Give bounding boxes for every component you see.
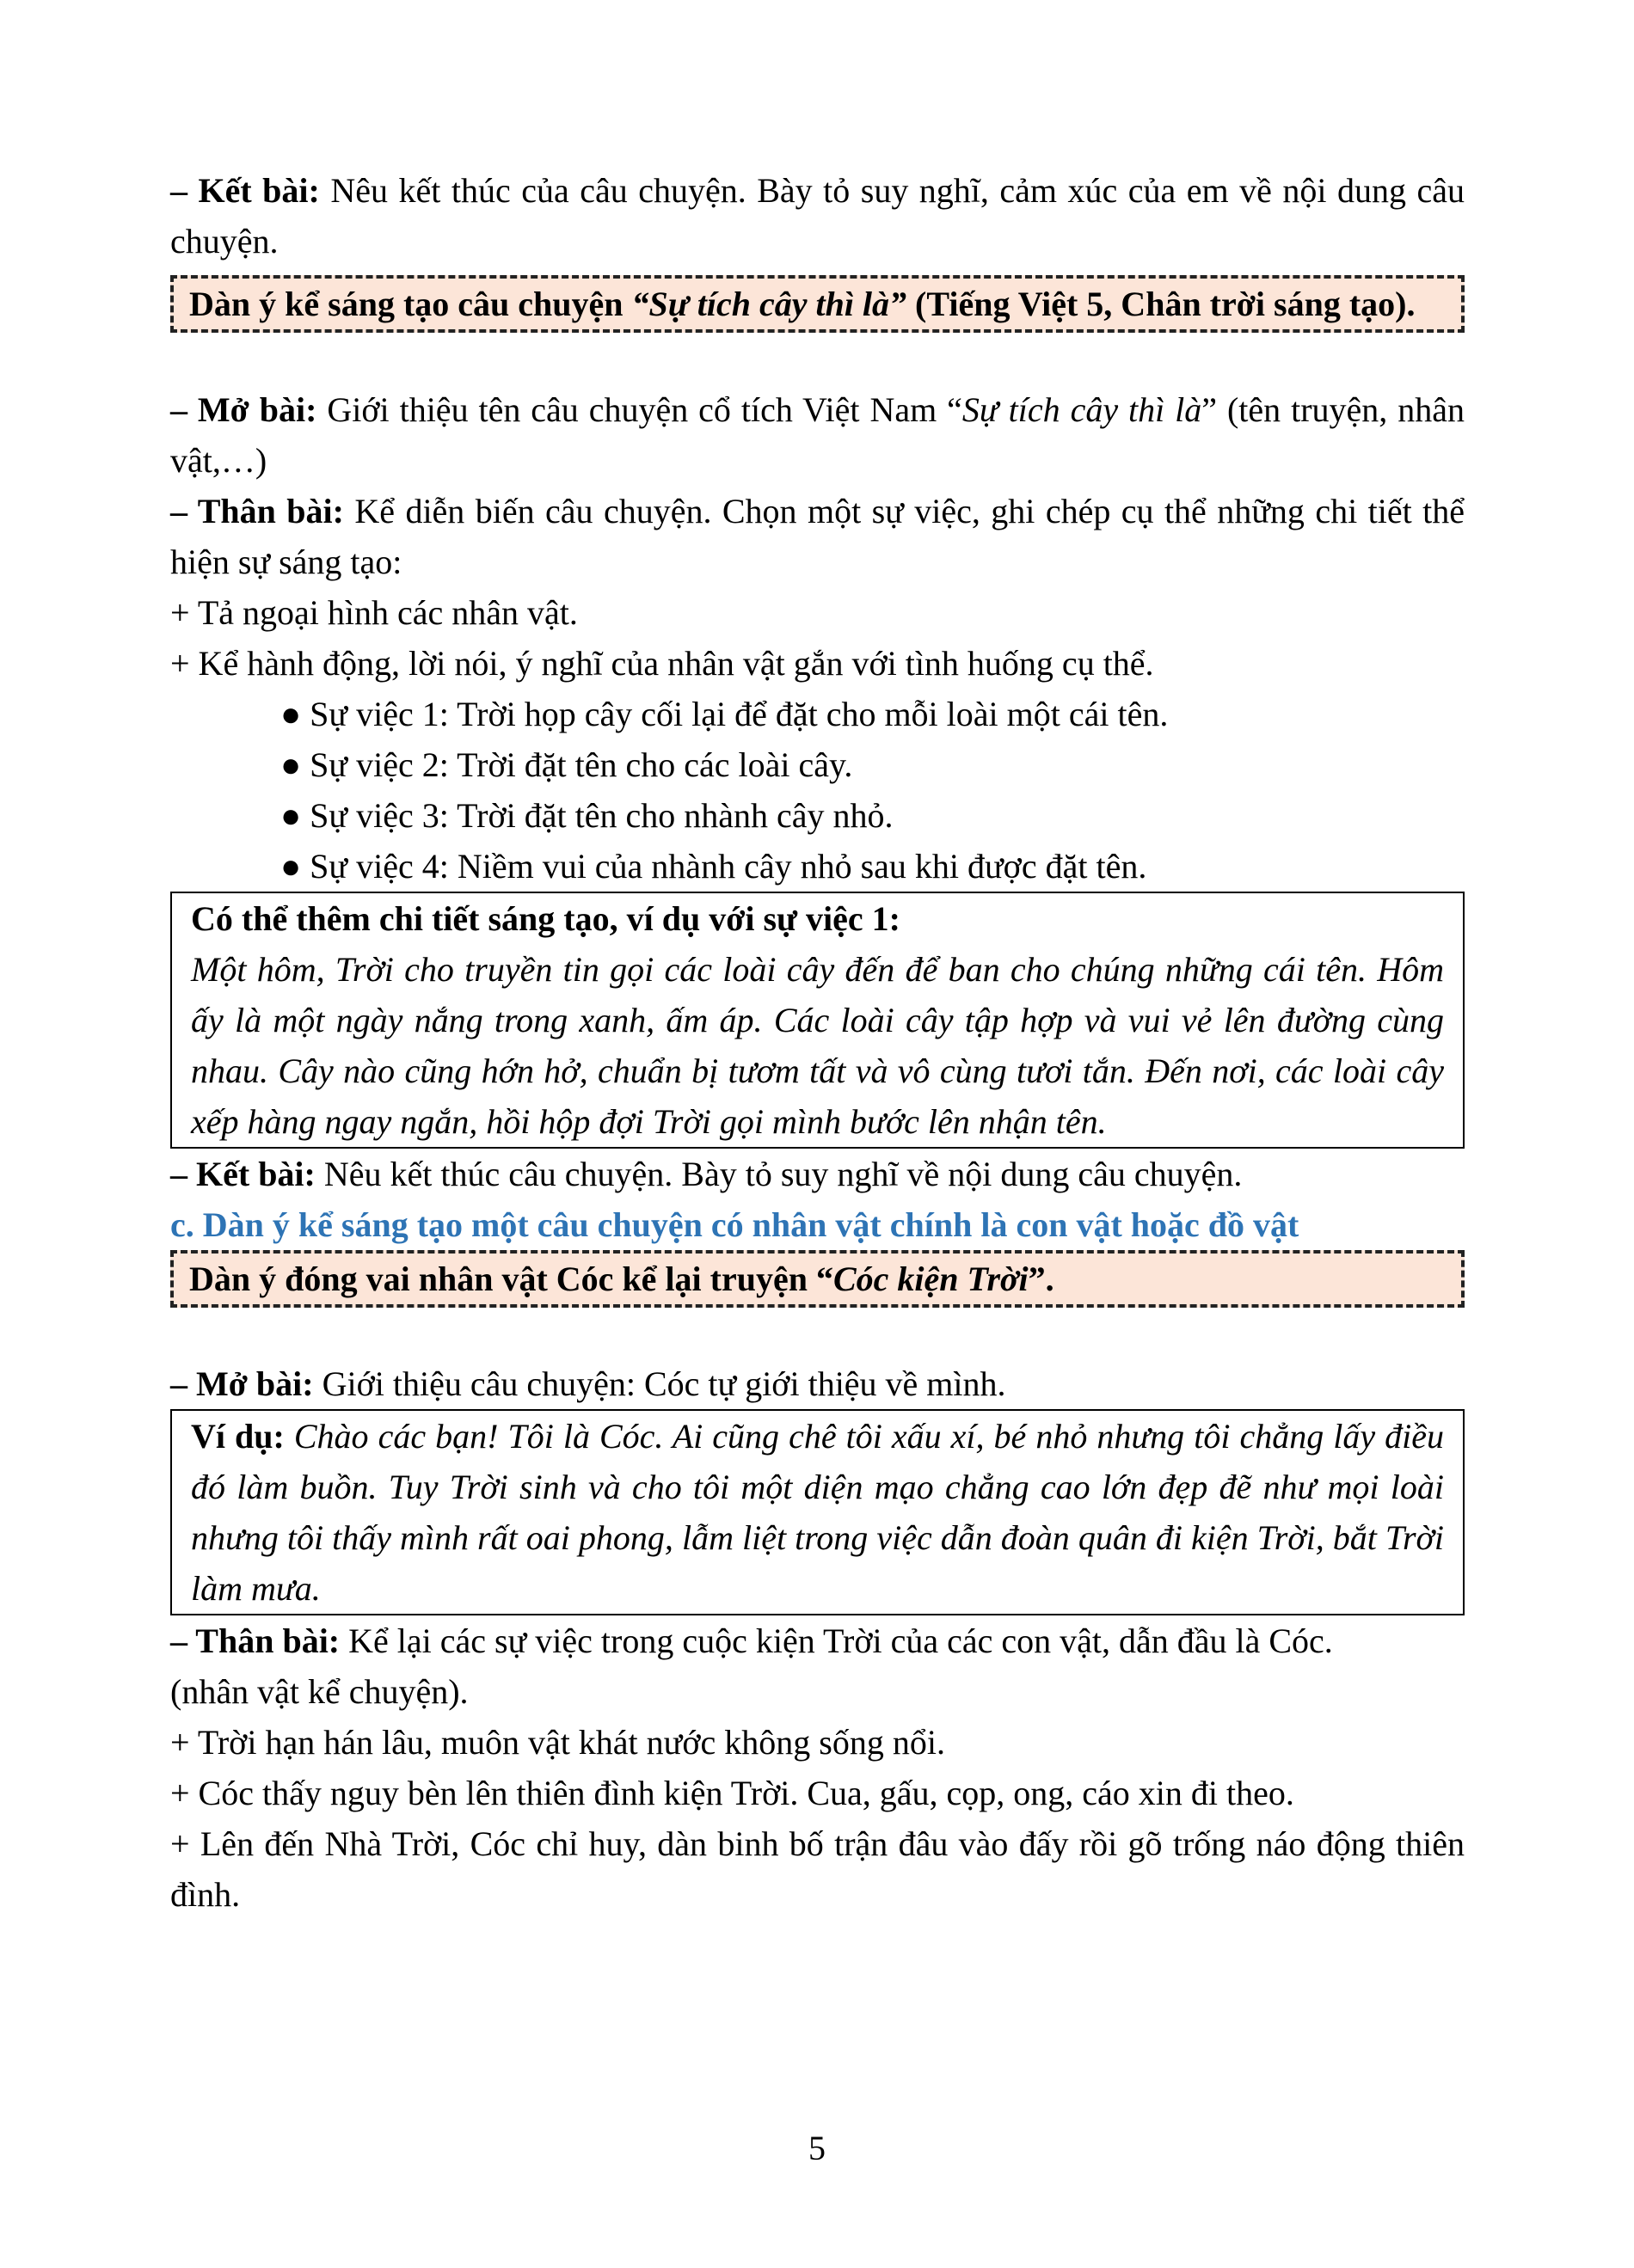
callout-suffix: ”. (1028, 1260, 1054, 1298)
plus-line: + Cóc thấy nguy bèn lên thiên đình kiện Trời. Cua, gấu, cọp, ong, cáo xin đi theo. (170, 1774, 1294, 1812)
than-bai-paragraph (170, 1615, 1465, 1666)
page-number: 5 (808, 2129, 826, 2167)
outline-callout-coc (170, 1250, 1465, 1308)
mo-bai-title: Sự tích cây thì là (961, 390, 1202, 429)
narrator-note: (nhân vật kể chuyện). (170, 1672, 469, 1711)
mo-bai-text-after: ” (tên truyện, nhân vật,…) (170, 390, 1465, 480)
creative-detail-box (170, 892, 1465, 1149)
box-body: Một hôm, Trời cho truyền tin gọi các loài cây đến để ban cho chúng những cái tên. Hôm ấy là một ngày nắng trong xanh, ấm áp. Các loài cây tập hợp và vui vẻ lên đường cùng nhau. Cây nào cũng hớn hở, chuẩn bị tươm tất và vô cùng tươi tắn. Đến nơi, các loài cây xếp hàng ngay ngắn, hồi hộp đợi Trời gọi mình bước lên nhận tên. (191, 950, 1444, 1141)
mo-bai-label: – Mở bài: (170, 1364, 314, 1403)
ket-bai-text: Nêu kết thúc của câu chuyện. Bày tỏ suy nghĩ, cảm xúc của em về nội dung câu chuyện. (170, 171, 1465, 261)
ket-bai-paragraph (170, 165, 1465, 267)
spacer (170, 1308, 1465, 1358)
event-list-item: ● Sự việc 4: Niềm vui của nhành cây nhỏ sau khi được đặt tên. (280, 847, 1147, 886)
plus-line: + Lên đến Nhà Trời, Cóc chỉ huy, dàn binh bố trận đâu vào đấy rồi gõ trống náo động thiên đình. (170, 1824, 1465, 1914)
ket-bai-paragraph (170, 1149, 1465, 1199)
section-heading: c. Dàn ý kể sáng tạo một câu chuyện có nhân vật chính là con vật hoặc đồ vật (170, 1205, 1299, 1244)
ket-bai-text: Nêu kết thúc câu chuyện. Bày tỏ suy nghĩ về nội dung câu chuyện. (315, 1155, 1243, 1193)
callout-suffix: (Tiếng Việt 5, Chân trời sáng tạo). (906, 285, 1416, 323)
callout-title: “Sự tích cây thì là” (631, 285, 907, 323)
than-bai-text: Kể diễn biến câu chuyện. Chọn một sự việc, ghi chép cụ thể những chi tiết thể hiện sự sáng tạo: (170, 492, 1465, 581)
than-bai-text: Kể lại các sự việc trong cuộc kiện Trời của các con vật, dẫn đầu là Cóc. (340, 1621, 1333, 1660)
event-list-item: ● Sự việc 1: Trời họp cây cối lại để đặt cho mỗi loài một cái tên. (280, 695, 1169, 733)
than-bai-label: – Thân bài: (170, 492, 344, 530)
ket-bai-label: – Kết bài: (170, 171, 320, 210)
mo-bai-text-before: Giới thiệu tên câu chuyện cổ tích Việt Nam “ (316, 390, 962, 429)
mo-bai-paragraph (170, 384, 1465, 486)
ket-bai-label: – Kết bài: (170, 1155, 316, 1193)
box-body: Chào các bạn! Tôi là Cóc. Ai cũng chê tôi xấu xí, bé nhỏ nhưng tôi chẳng lấy điều đó làm buồn. Tuy Trời sinh và cho tôi một diện mạo chẳng cao lớn đẹp đẽ như mọi loài nhưng tôi thấy mình rất oai phong, lẫm liệt trong việc dẫn đoàn quân đi kiện Trời, bắt Trời làm mưa. (191, 1417, 1444, 1608)
plus-line: + Tả ngoại hình các nhân vật. (170, 593, 578, 632)
event-list-item: ● Sự việc 3: Trời đặt tên cho nhành cây nhỏ. (280, 796, 894, 835)
example-box (170, 1409, 1465, 1615)
mo-bai-paragraph (170, 1358, 1465, 1409)
plus-line: + Trời hạn hán lâu, muôn vật khát nước không sống nổi. (170, 1723, 945, 1762)
callout-prefix: Dàn ý kể sáng tạo câu chuyện (189, 285, 632, 323)
box-lead: Có thể thêm chi tiết sáng tạo, ví dụ với sự việc 1: (191, 899, 900, 938)
mo-bai-text: Giới thiệu câu chuyện: Cóc tự giới thiệu về mình. (313, 1364, 1006, 1403)
mo-bai-label: – Mở bài: (170, 390, 317, 429)
page-content (170, 165, 1465, 1920)
than-bai-label: – Thân bài: (170, 1621, 341, 1660)
callout-title: Cóc kiện Trời (832, 1260, 1029, 1298)
plus-line: + Kể hành động, lời nói, ý nghĩ của nhân vật gắn với tình huống cụ thể. (170, 644, 1154, 683)
callout-prefix: Dàn ý đóng vai nhân vật Cóc kể lại truyện “ (189, 1260, 833, 1298)
event-list-item: ● Sự việc 2: Trời đặt tên cho các loài cây. (280, 745, 853, 784)
spacer (170, 333, 1465, 384)
than-bai-paragraph (170, 486, 1465, 587)
box-lead: Ví dụ: (191, 1417, 285, 1456)
outline-callout-thi-la (170, 275, 1465, 333)
